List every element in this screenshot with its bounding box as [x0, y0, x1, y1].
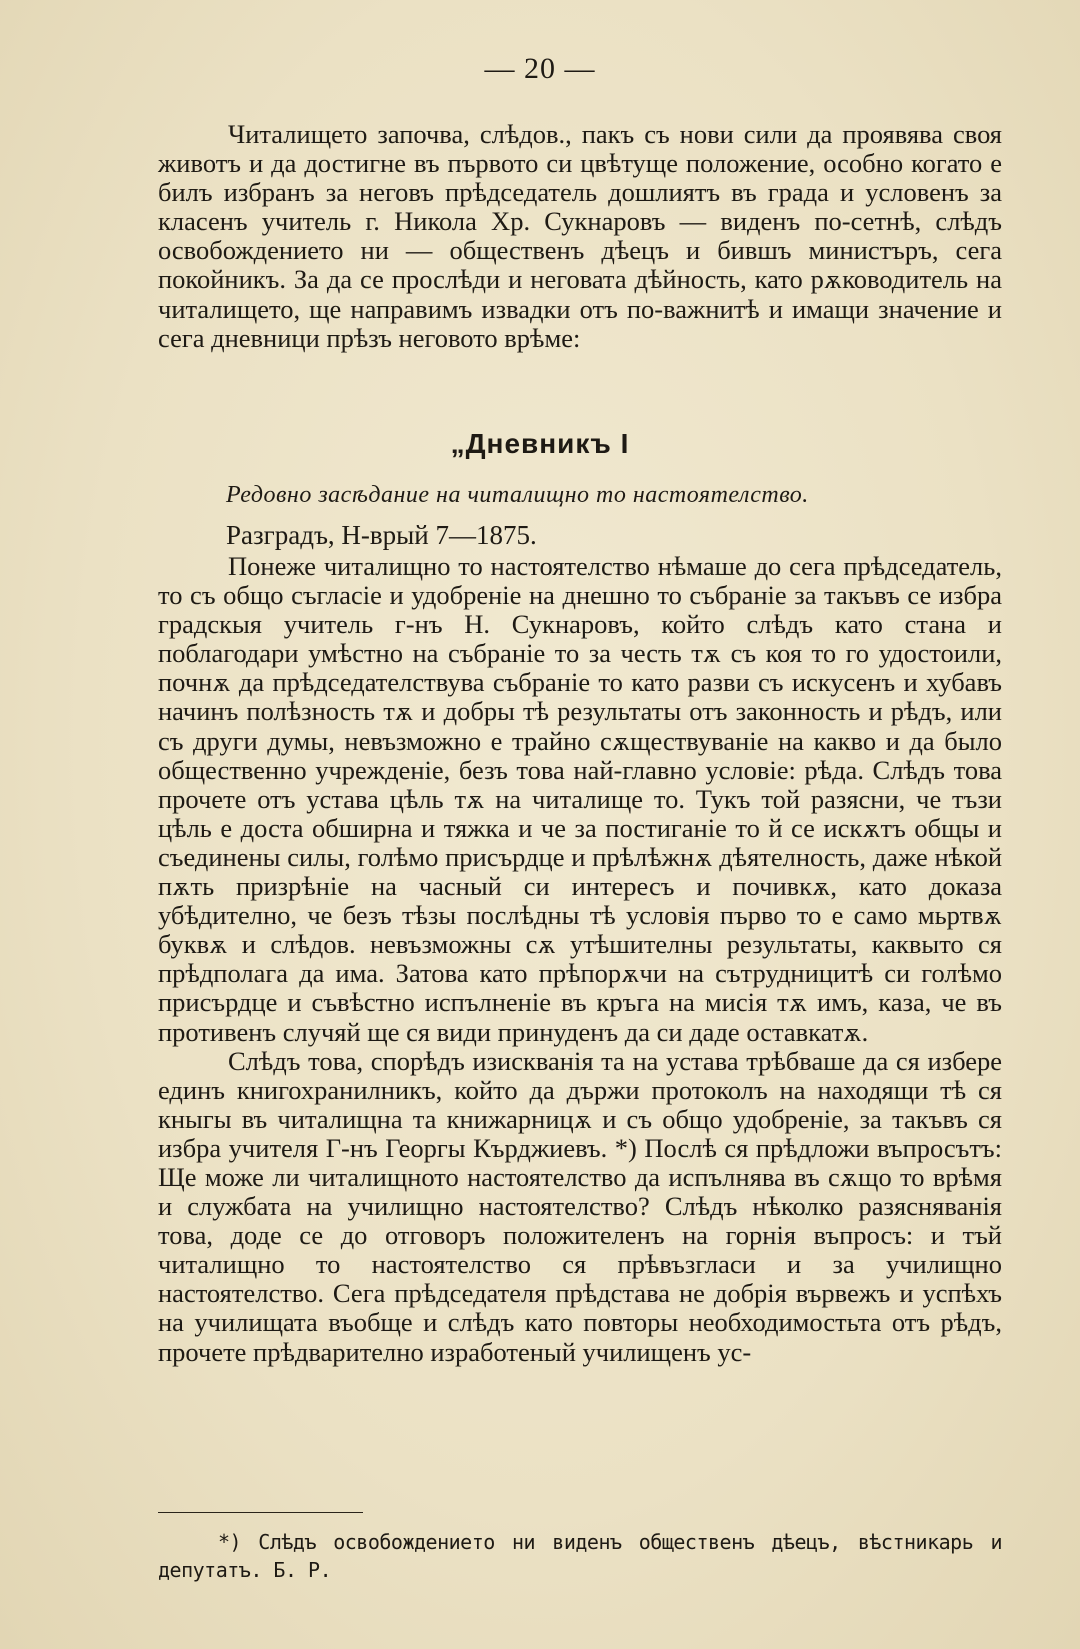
intro-paragraph — [158, 120, 1002, 353]
intro-text: Читалището започва, слѣдов., пакъ съ нови сили да проявява своя животъ и да достигне въ първото си цвѣтуще положение, особно когато е билъ избранъ за неговъ прѣдседатель дошлиятъ въ града и условенъ за класенъ учитель г. Никола Хр. Сукнаровъ — виденъ по-сетнѣ, слѣдъ освобождението ни — общественъ дѣецъ и бившъ министъръ, сега покойникъ. За да се прослѣди и неговата дѣйность, като рѫководитель на читалището, ще направимъ извадки отъ по-важнитѣ и имащи значение и сега дневници прѣзъ неговото врѣме: — [158, 119, 1002, 353]
dateline: Разградъ, Н-врый 7—1875. — [226, 520, 537, 550]
paragraph-2: Слѣдъ това, спорѣдъ изискванія та на устава трѣбваше да ся избере единъ книгохранилникъ, който да държи протоколъ на находящи тѣ ся кныгы въ читалищна та книжарницѫ и съ общо удобреніе, за такъвъ ся избра учителя Г-нъ Георгы Кърджиевъ. *) Послѣ ся прѣдложи въпросътъ: Ще може ли читалищното настоятелство да испълнява въ сѫщо то врѣмя и службата на училищно настоятелство? Слѣдъ нѣколко разясняванія това, доде се до отговоръ положителенъ на горнія въпросъ: и тъй читалищно то настоятелство ся прѣвъзгласи и за училищно настоятелство. Сега прѣдседателя прѣдстава не добрія вървежъ и успѣхъ на училищата въобще и слѣдъ като повторы необходимостьта отъ рѣдъ, прочете прѣдварително изработеный училищенъ ус- — [158, 1045, 1002, 1367]
footnote: *) Слѣдъ освобождението ни виденъ общественъ дѣецъ, вѣстникарь и депутатъ. Б. Р. — [158, 1530, 1002, 1582]
section-heading: „Дневникъ I — [450, 428, 630, 459]
paragraph-1: Понеже читалищно то настоятелство нѣмаше до сега прѣдседатель, то съ общо съгласіе и удобреніе на днешно то събраніе за такъвъ се избра градскыя учитель г-нъ Н. Сукнаровъ, който слѣдъ като стана и поблагодари умѣстно на събраніе то за честь тѫ съ коя то го удостоили, почнѫ да прѣдседателствува събраніе то като разви съ искусенъ и хубавъ начинъ полѣзность тѫ и добры тѣ результаты отъ законность и рѣдъ, или съ други думы, невъзможно е трайно сѫществуваніе на какво и да было общественно учрежденіе, безъ това най-главно условіе: рѣда. Слѣдъ това прочете отъ устава цѣль тѫ на читалище то. Тукъ той разясни, че тъзи цѣль е доста обширна и тяжка и че за постиганіе то й се искѫтъ общы и съединены силы, голѣмо присърдце и прѣлѣжнѫ дѣятелность, даже нѣкой пѫть призрѣніе на часный си интересъ и почивкѫ, като доказа убѣдително, че безъ тѣзы послѣдны тѣ условія първо то е само мьртвѫ буквѫ и слѣдов. невъзможны сѫ утѣшителны результаты, каквыто ся прѣдполага да има. Затова като прѣпорѫчи на сътрудницитѣ си голѣмо присърдце и съвѣстно испълненіе въ кръга на мисія тѫ имъ, каза, че въ противенъ случяй ще ся види принуденъ да си даде оставкатѫ. — [158, 551, 1002, 1047]
body-text — [158, 552, 1002, 1367]
footnote-divider — [158, 1512, 363, 1513]
section-subheading: Редовно засѣдание на читалищно то настоятелство. — [226, 482, 809, 508]
page-number: — 20 — — [484, 52, 596, 85]
